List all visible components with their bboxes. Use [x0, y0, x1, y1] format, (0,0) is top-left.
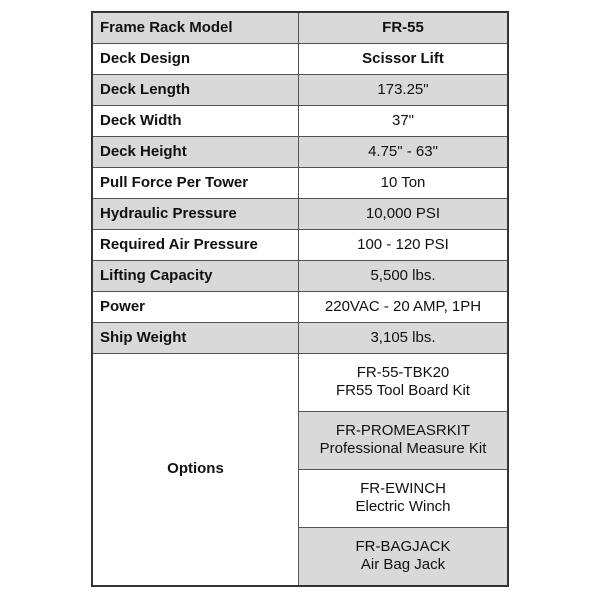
option-cell — [299, 527, 509, 586]
spec-label: Hydraulic Pressure — [92, 198, 299, 229]
spec-label: Deck Design — [92, 43, 299, 74]
spec-value: 3,105 lbs. — [299, 322, 509, 353]
spec-label: Deck Width — [92, 105, 299, 136]
spec-label: Pull Force Per Tower — [92, 167, 299, 198]
spec-value: Scissor Lift — [299, 43, 509, 74]
table-row — [92, 260, 508, 291]
spec-label: Frame Rack Model — [92, 12, 299, 43]
spec-label: Required Air Pressure — [92, 229, 299, 260]
spec-label: Lifting Capacity — [92, 260, 299, 291]
table-row — [92, 229, 508, 260]
spec-value: 10 Ton — [299, 167, 509, 198]
table-row — [92, 105, 508, 136]
spec-label: Ship Weight — [92, 322, 299, 353]
spec-value: 173.25" — [299, 74, 509, 105]
table-row — [92, 136, 508, 167]
spec-value: 37" — [299, 105, 509, 136]
option-code: FR-BAGJACK — [355, 538, 451, 555]
option-cell — [299, 411, 509, 469]
table-row — [92, 74, 508, 105]
table-row — [92, 167, 508, 198]
spec-label: Deck Length — [92, 74, 299, 105]
spec-label: Power — [92, 291, 299, 322]
table-row — [92, 12, 508, 43]
spec-value: 4.75" - 63" — [299, 136, 509, 167]
option-name: Air Bag Jack — [360, 556, 446, 573]
option-code: FR-55-TBK20 — [356, 364, 450, 381]
spec-value: 220VAC - 20 AMP, 1PH — [299, 291, 509, 322]
option-code: FR-EWINCH — [360, 480, 446, 497]
spec-value: 5,500 lbs. — [299, 260, 509, 291]
option-name: FR55 Tool Board Kit — [336, 382, 470, 399]
table-row — [92, 43, 508, 74]
table-row — [92, 322, 508, 353]
options-row — [92, 353, 508, 411]
option-cell — [299, 469, 509, 527]
spec-value: 10,000 PSI — [299, 198, 509, 229]
spec-value: 100 - 120 PSI — [299, 229, 509, 260]
options-label: Options — [92, 353, 299, 586]
option-name: Professional Measure Kit — [319, 440, 487, 457]
spec-value: FR-55 — [299, 12, 509, 43]
table-row — [92, 198, 508, 229]
spec-label: Deck Height — [92, 136, 299, 167]
option-name: Electric Winch — [355, 498, 451, 515]
option-code: FR-PROMEASRKIT — [335, 422, 471, 439]
option-cell — [299, 353, 509, 411]
spec-table — [91, 11, 509, 587]
table-row — [92, 291, 508, 322]
